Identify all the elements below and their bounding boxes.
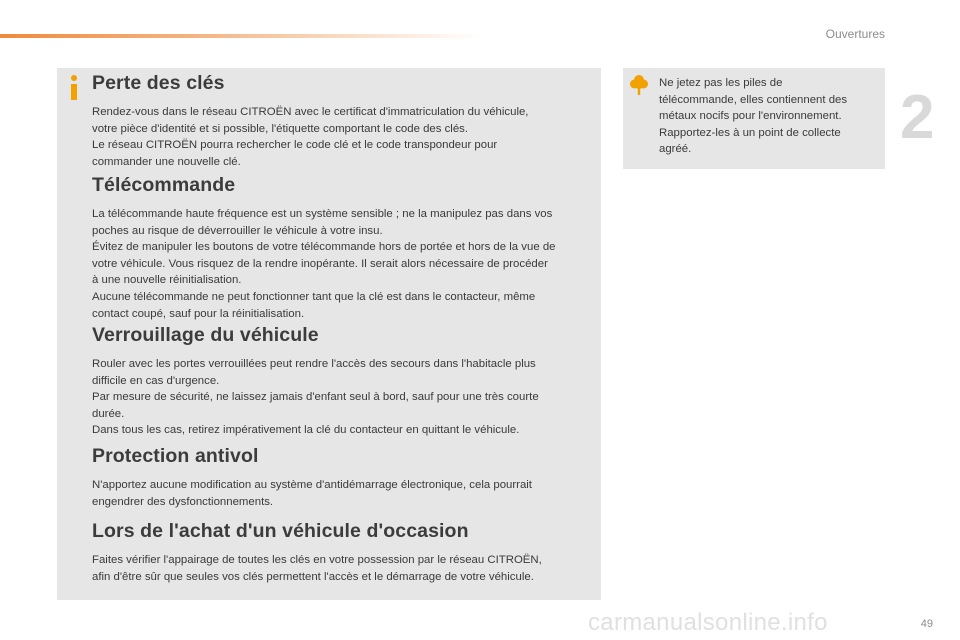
section-achat-occasion <box>92 520 597 585</box>
section-protection-antivol <box>92 445 597 510</box>
section-perte-des-cles <box>92 72 597 170</box>
leaf-icon <box>629 74 649 96</box>
header-accent-bar <box>0 34 480 38</box>
section-title: Lors de l'achat d'un véhicule d'occasion <box>92 520 469 542</box>
section-telecommande <box>92 174 597 322</box>
page-number: 49 <box>920 618 933 630</box>
environment-note-box <box>623 68 885 169</box>
section-body: N'apportez aucune modification au système d'antidémarrage électronique, cela pourrait engendrer des dysfonctionnements. <box>92 479 532 508</box>
section-title: Télécommande <box>92 174 236 196</box>
chapter-number: 2 <box>900 83 935 152</box>
section-body: Rouler avec les portes verrouillées peut rendre l'accès des secours dans l'habitacle plus difficile en cas d'urgence. Par mesure de sécurité, ne laissez jamais d'enfant seul à bord, sauf pour une très courte durée. Dans tous les cas, retirez impérativement la clé du contacteur en quittant le véhicule. <box>92 358 539 437</box>
section-body: Faites vérifier l'appairage de toutes les clés en votre possession par le réseau CITROËN, afin d'être sûr que seules vos clés permettent l'accès et le démarrage de votre véhicule. <box>92 554 542 583</box>
section-title: Perte des clés <box>92 72 225 94</box>
main-info-box <box>57 68 601 600</box>
section-verrouillage <box>92 324 597 439</box>
chapter-name: Ouvertures <box>825 27 885 41</box>
section-body: Rendez-vous dans le réseau CITROËN avec le certificat d'immatriculation du véhicule, votre pièce d'identité et si possible, l'étiquette comportant le code des clés. Le réseau CITROËN pourra rechercher le code clé et le code transpondeur pour commander une nouvelle clé. <box>92 106 529 168</box>
environment-note-text: Ne jetez pas les piles de télécommande, elles contiennent des métaux nocifs pour l'environnement. Rapportez-les à un point de collecte agréé. <box>659 77 848 156</box>
section-body: La télécommande haute fréquence est un système sensible ; ne la manipulez pas dans vos poches au risque de déverrouiller le véhicule à votre insu. Évitez de manipuler les boutons de votre télécommande hors de portée et hors de la vue de votre véhicule. Vous risquez de la rendre inopérante. Il serait alors nécessaire de procéder à une nouvelle réinitialisation. Aucune télécommande ne peut fonctionner tant que la clé est dans le contacteur, même contact coupé, sauf pour la réinitialisation. <box>92 208 556 320</box>
watermark: carmanualsonline.info <box>588 609 828 636</box>
section-title: Verrouillage du véhicule <box>92 324 319 346</box>
info-icon <box>67 74 81 100</box>
section-title: Protection antivol <box>92 445 259 467</box>
